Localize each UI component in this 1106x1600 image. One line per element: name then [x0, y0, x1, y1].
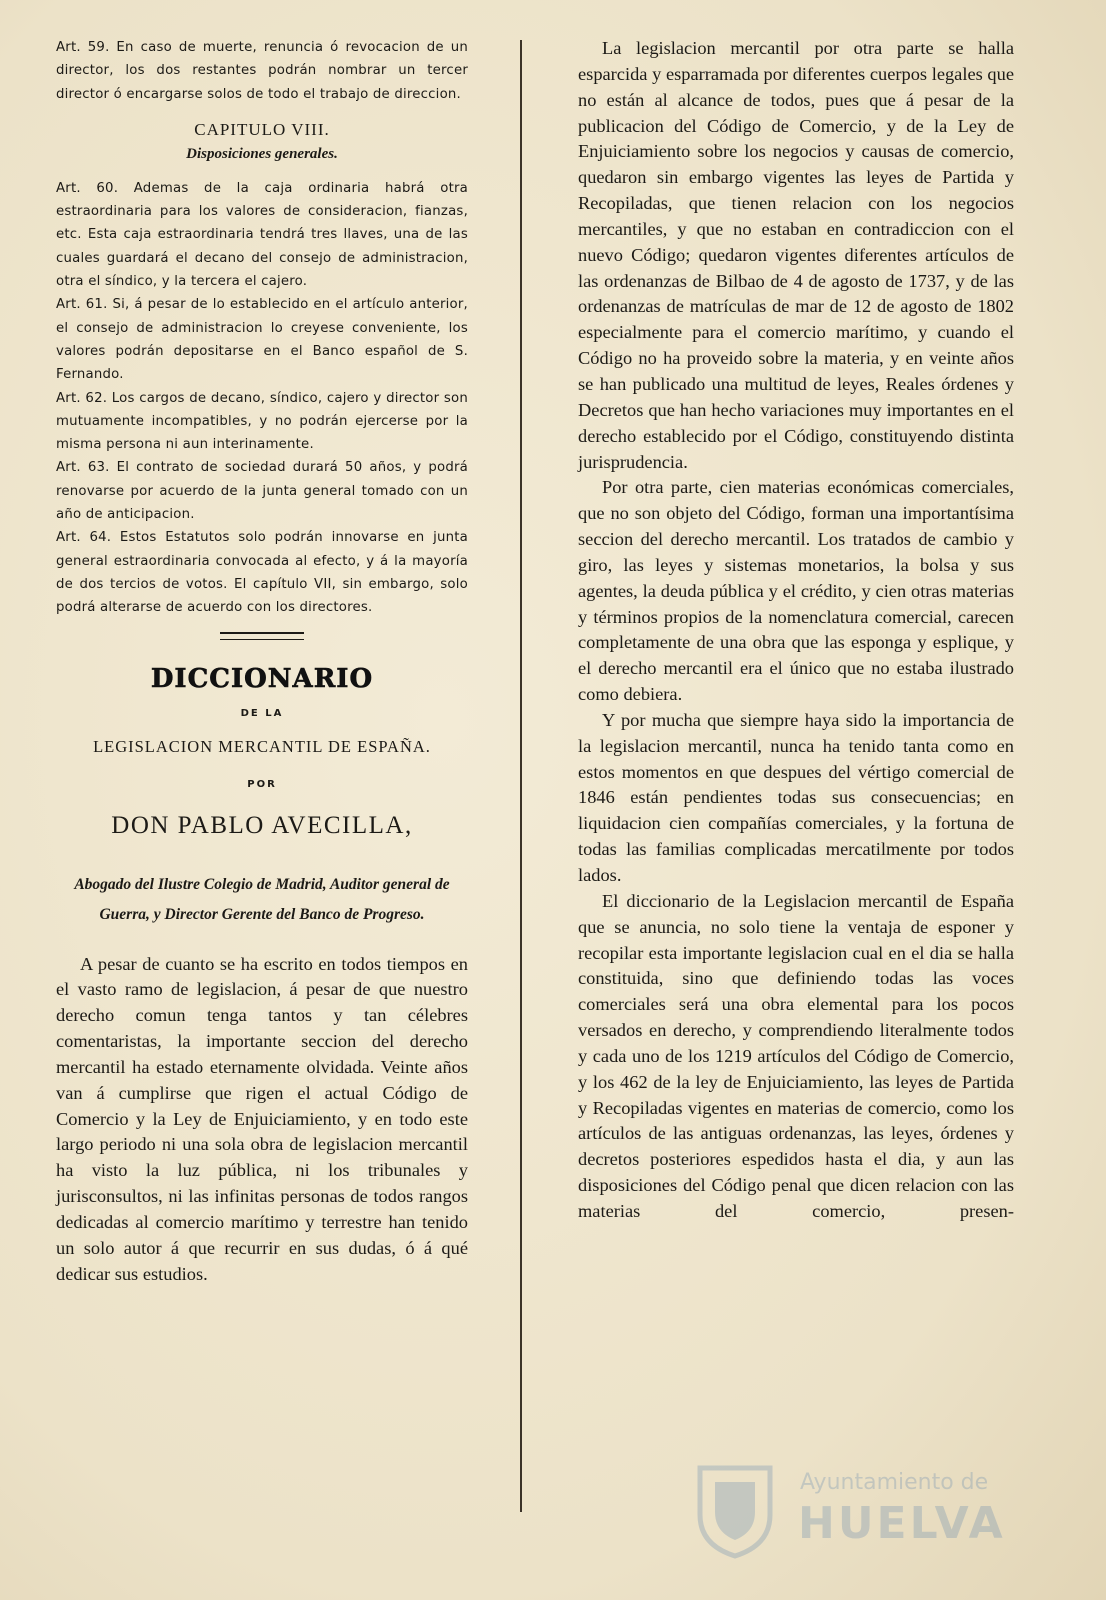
watermark-line-1: Ayuntamiento de	[800, 1470, 989, 1495]
paragraph-2: Por otra parte, cien materias económicas comerciales, que no son objeto del Código, forman una importantísima seccion del derecho mercantil. Los tratados de cambio y giro, las leyes y sistemas monetarios, la bolsa y sus agentes, la deuda pública y el crédito, y cien otras materias y términos propios de la nomenclatura comercial, carecen completamente de una obra que las esponga y esplique, y el derecho mercantil era el único que no estaba ilustrado como debiera.	[578, 477, 1014, 705]
announcement-title: DICCIONARIO	[150, 663, 374, 694]
announcement-por: POR	[247, 778, 277, 790]
article-63: Art. 63. El contrato de sociedad durará 50 años, y podrá renovarse por acuerdo de la junta general tomado con un año de anticipacion.	[56, 460, 468, 523]
article-61: Art. 61. Si, á pesar de lo establecido en el artículo anterior, el consejo de administracion lo creyese conveniente, los valores podrán depositarse en el Banco español de S. Fernando.	[56, 297, 468, 383]
library-watermark	[690, 1460, 1010, 1570]
article-62: Art. 62. Los cargos de decano, síndico, cajero y director son mutuamente incompatibles, y no podrán ejercerse por la misma persona ni aun interinamente.	[56, 390, 468, 453]
paragraph-4: El diccionario de la Legislacion mercantil de España que se anuncia, no solo tiene la ventaja de esponer y recopilar esta importante legislacion cual en el dia se halla constituida, sino que definiendo todas las voces comerciales será una obra elemental para los pocos versados en derecho, y comprendiendo literalmente todos y cada uno de los 1219 artículos del Código de Comercio, y los 462 de la ley de Enjuiciamiento, las leyes de Partida y Recopiladas vigentes en materias de comercio, como los artículos de las antiguas ordenanzas, las leyes, órdenes y decretos posteriores espedidos hasta el dia, y aun las disposiciones del Código penal que dicen relacion con las materias del comercio, presen-	[578, 890, 1014, 1221]
announcement-subject: LEGISLACION MERCANTIL DE ESPAÑA.	[93, 736, 431, 756]
paragraph-1: La legislacion mercantil por otra parte se halla esparcida y esparramada por diferentes cuerpos legales que no están al alcance de todos, pues que á pesar de la publicacion del Código de Comercio, y de la Ley de Enjuiciamiento sobre los negocios y causas de comercio, quedaron sin embargo vigentes las leyes de Partida y Recopiladas, que tienen relacion con los negocios mercantiles, y que no estaban en contradiccion con el nuevo Código; quedaron vigentes diferentes artículos de las ordenanzas de Bilbao de 4 de agosto de 1737, y de las ordenanzas de matrículas de mar de 12 de agosto de 1802 especialmente para el comercio marítimo, y cuando el Código no ha proveido sobre la materia, y en veinte años se han publicado una multitud de leyes, Reales órdenes y Decretos que han hecho variaciones muy importantes en el derecho establecido por el Código, constituyendo distinta jurisprudencia.	[578, 38, 1014, 472]
intro-paragraph: A pesar de cuanto se ha escrito en todos tiempos en el vasto ramo de legislacion, á pesar de que nuestro derecho comun tenga tantos y tan célebres comentaristas, la importante seccion del derecho mercantil ha estado eternamente olvidada. Veinte años van á cumplirse que rigen el actual Código de Comercio y la Ley de Enjuiciamiento, y en todo este largo periodo ni una sola obra de legislacion mercantil ha visto la luz pública, ni los tribunales y jurisconsultos, ni las infinitas personas de todos rangos dedicadas al comercio marítimo y terrestre han tenido un solo autor á que recurrir en sus dudas, ó á qué dedicar sus estudios.	[56, 953, 468, 1284]
article-59: Art. 59. En caso de muerte, renuncia ó revocacion de un director, los dos restantes podrán nombrar un tercer director ó encargarse solos de todo el trabajo de direccion.	[56, 40, 468, 102]
watermark-line-2: HUELVA	[798, 1498, 1006, 1549]
chapter-title: CAPITULO VIII.	[194, 119, 330, 139]
article-60: Art. 60. Ademas de la caja ordinaria habrá otra estraordinaria para los valores de consideracion, fianzas, etc. Esta caja estraordinaria tendrá tres llaves, una de las cuales guardará el decano del consejo de administracion, otra el síndico, y la tercera el cajero.	[56, 180, 468, 290]
shield-icon	[690, 1460, 780, 1560]
article-64: Art. 64. Estos Estatutos solo podrán innovarse en junta general estraordinaria convocada al efecto, y á la mayoría de dos tercios de votos. El capítulo VII, sin embargo, solo podrá alterarse de acuerdo con los directores.	[56, 530, 468, 616]
chapter-subtitle: Disposiciones generales.	[186, 145, 338, 162]
paragraph-3: Y por mucha que siempre haya sido la importancia de la legislacion mercantil, nunca ha tenido tanta como en estos momentos en que despues del vértigo comercial de 1846 están pendientes todas sus consecuencias; en liquidacion cien compañías comerciales, y la fortuna de todas las familias complicadas mercatilmente por todos lados.	[578, 709, 1014, 885]
author-name: DON PABLO AVECILLA,	[111, 811, 413, 839]
announcement-de-la: DE LA	[240, 707, 284, 719]
left-column	[56, 36, 468, 1288]
section-rule	[220, 632, 304, 640]
column-divider	[520, 40, 522, 1512]
author-titles: Abogado del Ilustre Colegio de Madrid, Auditor general de Guerra, y Director Gerente del Banco de Progreso.	[74, 875, 450, 923]
right-column	[578, 36, 1014, 1225]
